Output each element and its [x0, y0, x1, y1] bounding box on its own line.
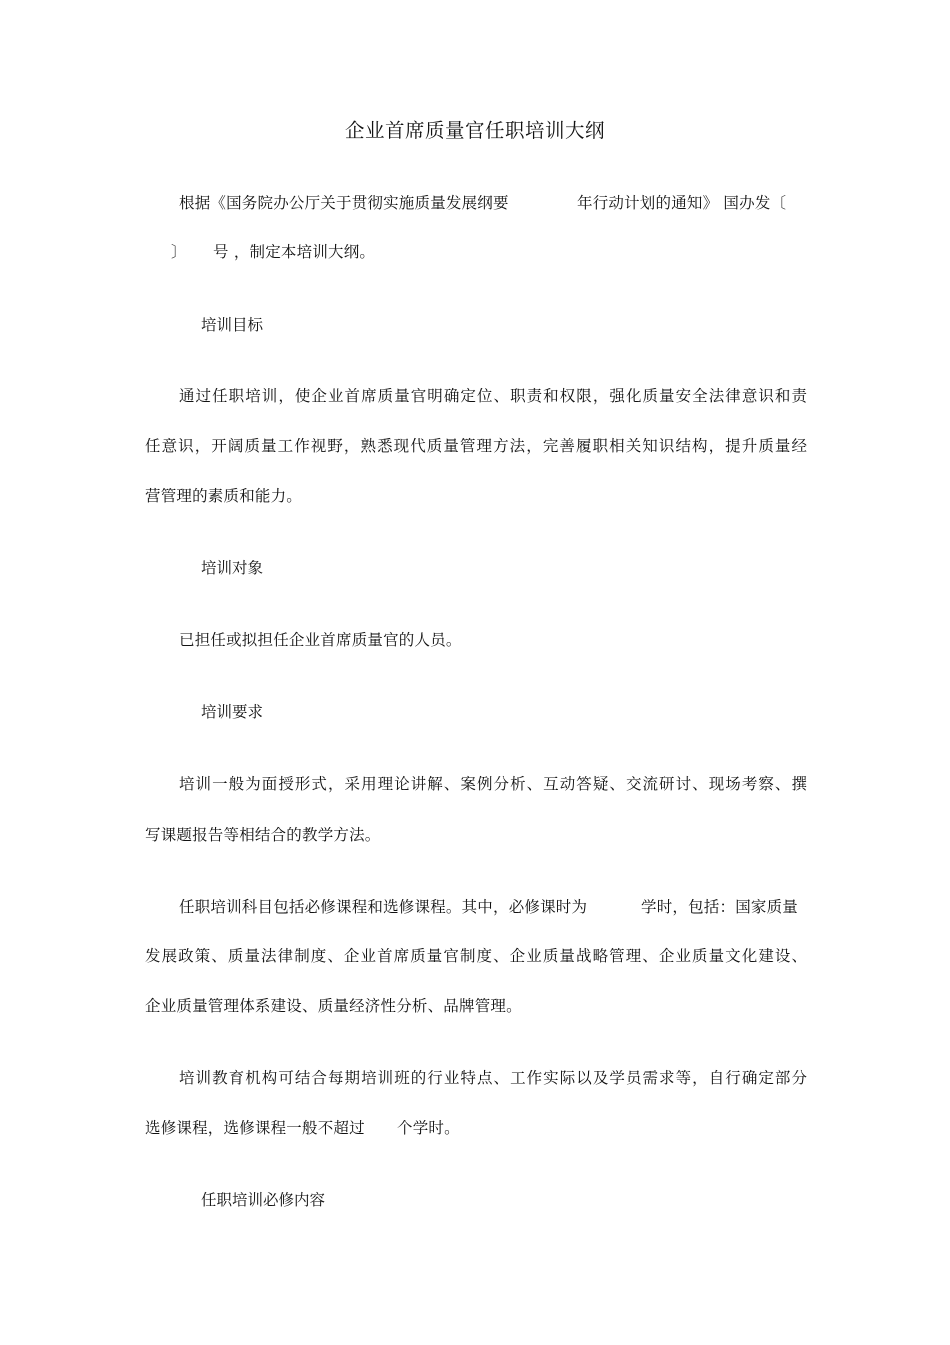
section-heading-requirements: 培训要求 [201, 703, 264, 721]
goal-paragraph-line: 营管理的素质和能力。 [145, 487, 303, 505]
intro-line-2a: 〕 [171, 243, 187, 261]
audience-paragraph-line: 已担任或拟担任企业首席质量官的人员。 [179, 631, 462, 649]
section-heading-required-content: 任职培训必修内容 [201, 1191, 326, 1209]
document-title: 企业首席质量官任职培训大纲 [344, 119, 605, 142]
electives-paragraph-line: 培训教育机构可结合每期培训班的行业特点、工作实际以及学员需求等，自行确定部分 [179, 1069, 807, 1087]
intro-line-2b: 号 ，制定本培训大纲。 [213, 243, 376, 261]
courses-paragraph-line: 发展政策、质量法律制度、企业首席质量官制度、企业质量战略管理、企业质量文化建设、 [145, 947, 807, 965]
goal-paragraph-line: 通过任职培训，使企业首席质量官明确定位、职责和权限，强化质量安全法律意识和责 [179, 387, 807, 405]
section-heading-audience: 培训对象 [201, 559, 264, 577]
courses-paragraph-line-1b: 学时，包括：国家质量 [641, 898, 799, 916]
courses-paragraph-line: 企业质量管理体系建设、质量经济性分析、品牌管理。 [145, 997, 522, 1015]
requirements-paragraph-line: 培训一般为面授形式，采用理论讲解、案例分析、互动答疑、交流研讨、现场考察、撰 [179, 775, 807, 793]
intro-line-1b: 年行动计划的通知》 国办发〔 [577, 194, 787, 212]
electives-paragraph-line-2b: 个学时。 [397, 1119, 460, 1137]
requirements-paragraph-line: 写课题报告等相结合的教学方法。 [145, 826, 381, 844]
electives-paragraph-line-2a: 选修课程，选修课程一般不超过 [145, 1119, 365, 1137]
courses-paragraph-line-1a: 任职培训科目包括必修课程和选修课程。其中，必修课时为 [179, 898, 588, 916]
intro-line-1a: 根据《国务院办公厅关于贯彻实施质量发展纲要 [179, 194, 509, 212]
goal-paragraph-line: 任意识，开阔质量工作视野，熟悉现代质量管理方法，完善履职相关知识结构，提升质量经 [145, 437, 807, 455]
section-heading-goal: 培训目标 [201, 316, 264, 334]
